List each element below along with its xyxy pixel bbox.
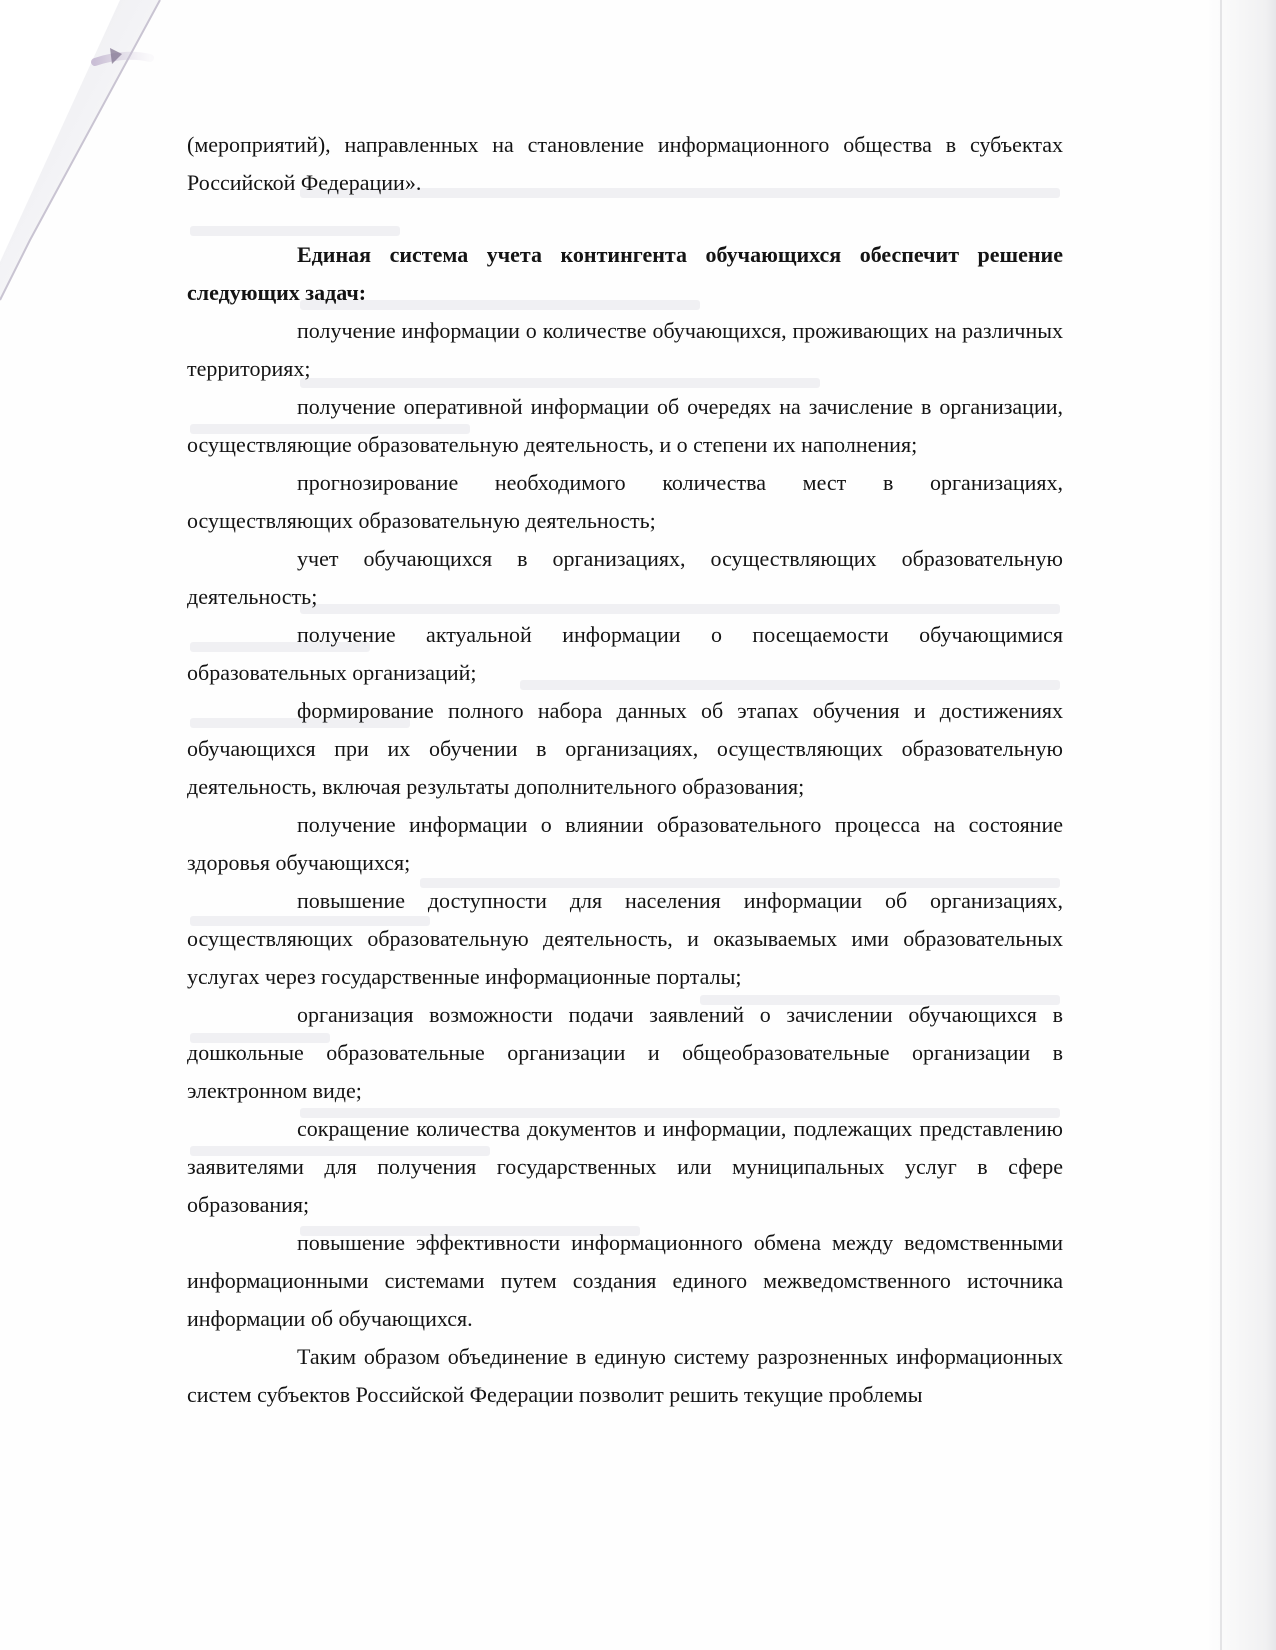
paragraph-text: получение информации о количестве обучающихся, проживающих на различных территориях;	[187, 318, 1063, 381]
list-item	[187, 540, 1063, 616]
list-item	[187, 388, 1063, 464]
paragraph-text: (мероприятий), направленных на становление информационного общества в субъектах Российской Федерации».	[187, 132, 1063, 195]
document-body	[187, 126, 1063, 1414]
paragraph-continuation	[187, 126, 1063, 202]
paragraph-text: повышение доступности для населения информации об организациях, осуществляющих образовательную деятельность, и оказываемых ими образовательных услугах через государственные информационные порталы;	[187, 888, 1063, 989]
paragraph-text: получение оперативной информации об очередях на зачисление в организации, осуществляющие образовательную деятельность, и о степени их наполнения;	[187, 394, 1063, 457]
list-item	[187, 806, 1063, 882]
paragraph-intro	[187, 236, 1063, 312]
list-item	[187, 1110, 1063, 1224]
list-item	[187, 692, 1063, 806]
paragraph-text: прогнозирование необходимого количества мест в организациях, осуществляющих образовательную деятельность;	[187, 470, 1063, 533]
paragraph-text: организация возможности подачи заявлений о зачислении обучающихся в дошкольные образовательные организации и общеобразовательные организации в электронном виде;	[187, 1002, 1063, 1103]
list-item	[187, 996, 1063, 1110]
paragraph-conclusion	[187, 1338, 1063, 1414]
list-item	[187, 616, 1063, 692]
paragraph-text: Таким образом объединение в единую систему разрозненных информационных систем субъектов Российской Федерации позволит решить текущие проблемы	[187, 1344, 1063, 1407]
paragraph-text: учет обучающихся в организациях, осуществляющих образовательную деятельность;	[187, 546, 1063, 609]
paragraph-bold-lead: Единая система учета контингента обучающихся обеспечит решение следующих задач:	[187, 242, 1063, 305]
paragraph-text: получение информации о влиянии образовательного процесса на состояние здоровья обучающихся;	[187, 812, 1063, 875]
scan-edge-shadow	[1206, 0, 1276, 1650]
paragraph-text: сокращение количества документов и информации, подлежащих представлению заявителями для получения государственных или муниципальных услуг в сфере образования;	[187, 1116, 1063, 1217]
paragraph-text: повышение эффективности информационного обмена между ведомственными информационными системами путем создания единого межведомственного источника информации об обучающихся.	[187, 1230, 1063, 1331]
paragraph-text: формирование полного набора данных об этапах обучения и достижениях обучающихся при их обучении в организациях, осуществляющих образовательную деятельность, включая результаты дополнительного образования;	[187, 698, 1063, 799]
scan-edge-line	[1220, 0, 1222, 1650]
list-item	[187, 1224, 1063, 1338]
list-item	[187, 464, 1063, 540]
paragraph-text: получение актуальной информации о посещаемости обучающимися образовательных организаций;	[187, 622, 1063, 685]
list-item	[187, 312, 1063, 388]
list-item	[187, 882, 1063, 996]
